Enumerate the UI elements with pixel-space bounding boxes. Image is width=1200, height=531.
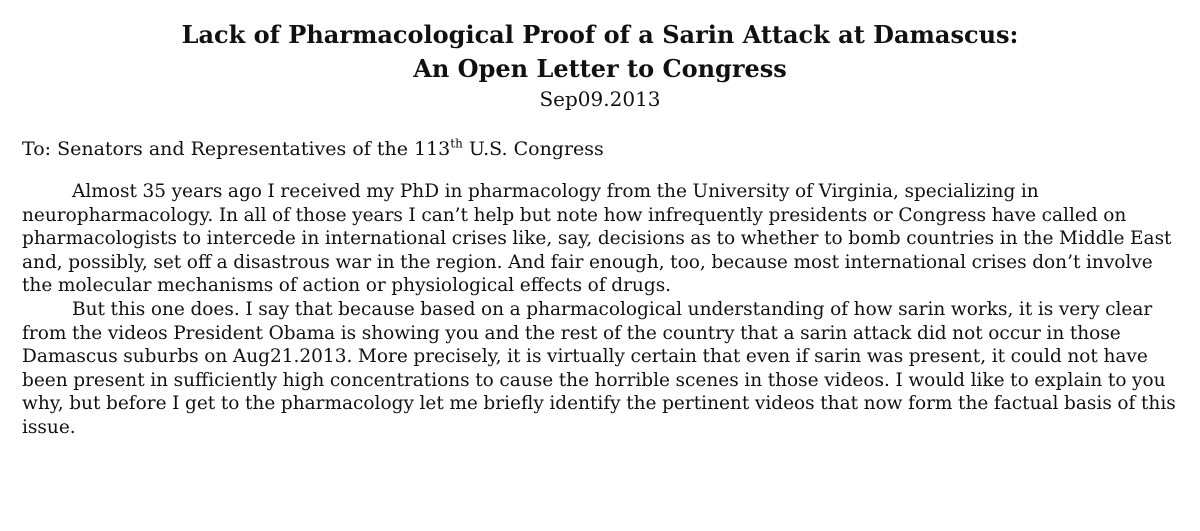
document-date: Sep09.2013 bbox=[539, 87, 661, 111]
document-title-line-2: An Open Letter to Congress bbox=[413, 54, 787, 83]
salutation bbox=[22, 136, 1178, 162]
salutation-text: To: Senators and Representatives of the 113 bbox=[22, 138, 451, 160]
salutation-superscript: th bbox=[450, 136, 463, 151]
body-paragraph-1: Almost 35 years ago I received my PhD in pharmacology from the University of Virginia, specializing in neuropharmacology. In all of those years I can’t help but note how infrequently presidents or Congress have called on pharmacologists to intercede in international crises like, say, decisions as to whether to bomb countries in the Middle East and, possibly, set off a disastrous war in the region. And fair enough, too, because most international crises don’t involve the molecular mechanisms of action or physiological effects of drugs. bbox=[22, 181, 1172, 297]
salutation-text-end: U.S. Congress bbox=[462, 138, 604, 160]
body-paragraph-2: But this one does. I say that because based on a pharmacological understanding of how sarin works, it is very clear from the videos President Obama is showing you and the rest of the country that a sarin attack did not occur in those Damascus suburbs on Aug21.2013. More precisely, it is virtually certain that even if sarin was present, it could not have been present in sufficiently high concentrations to cause the horrible scenes in those videos. I would like to explain to you why, but before I get to the pharmacology let me briefly identify the pertinent videos that now form the factual basis of this issue. bbox=[22, 298, 1176, 438]
document-title-line-1: Lack of Pharmacological Proof of a Sarin Attack at Damascus: bbox=[181, 20, 1019, 49]
